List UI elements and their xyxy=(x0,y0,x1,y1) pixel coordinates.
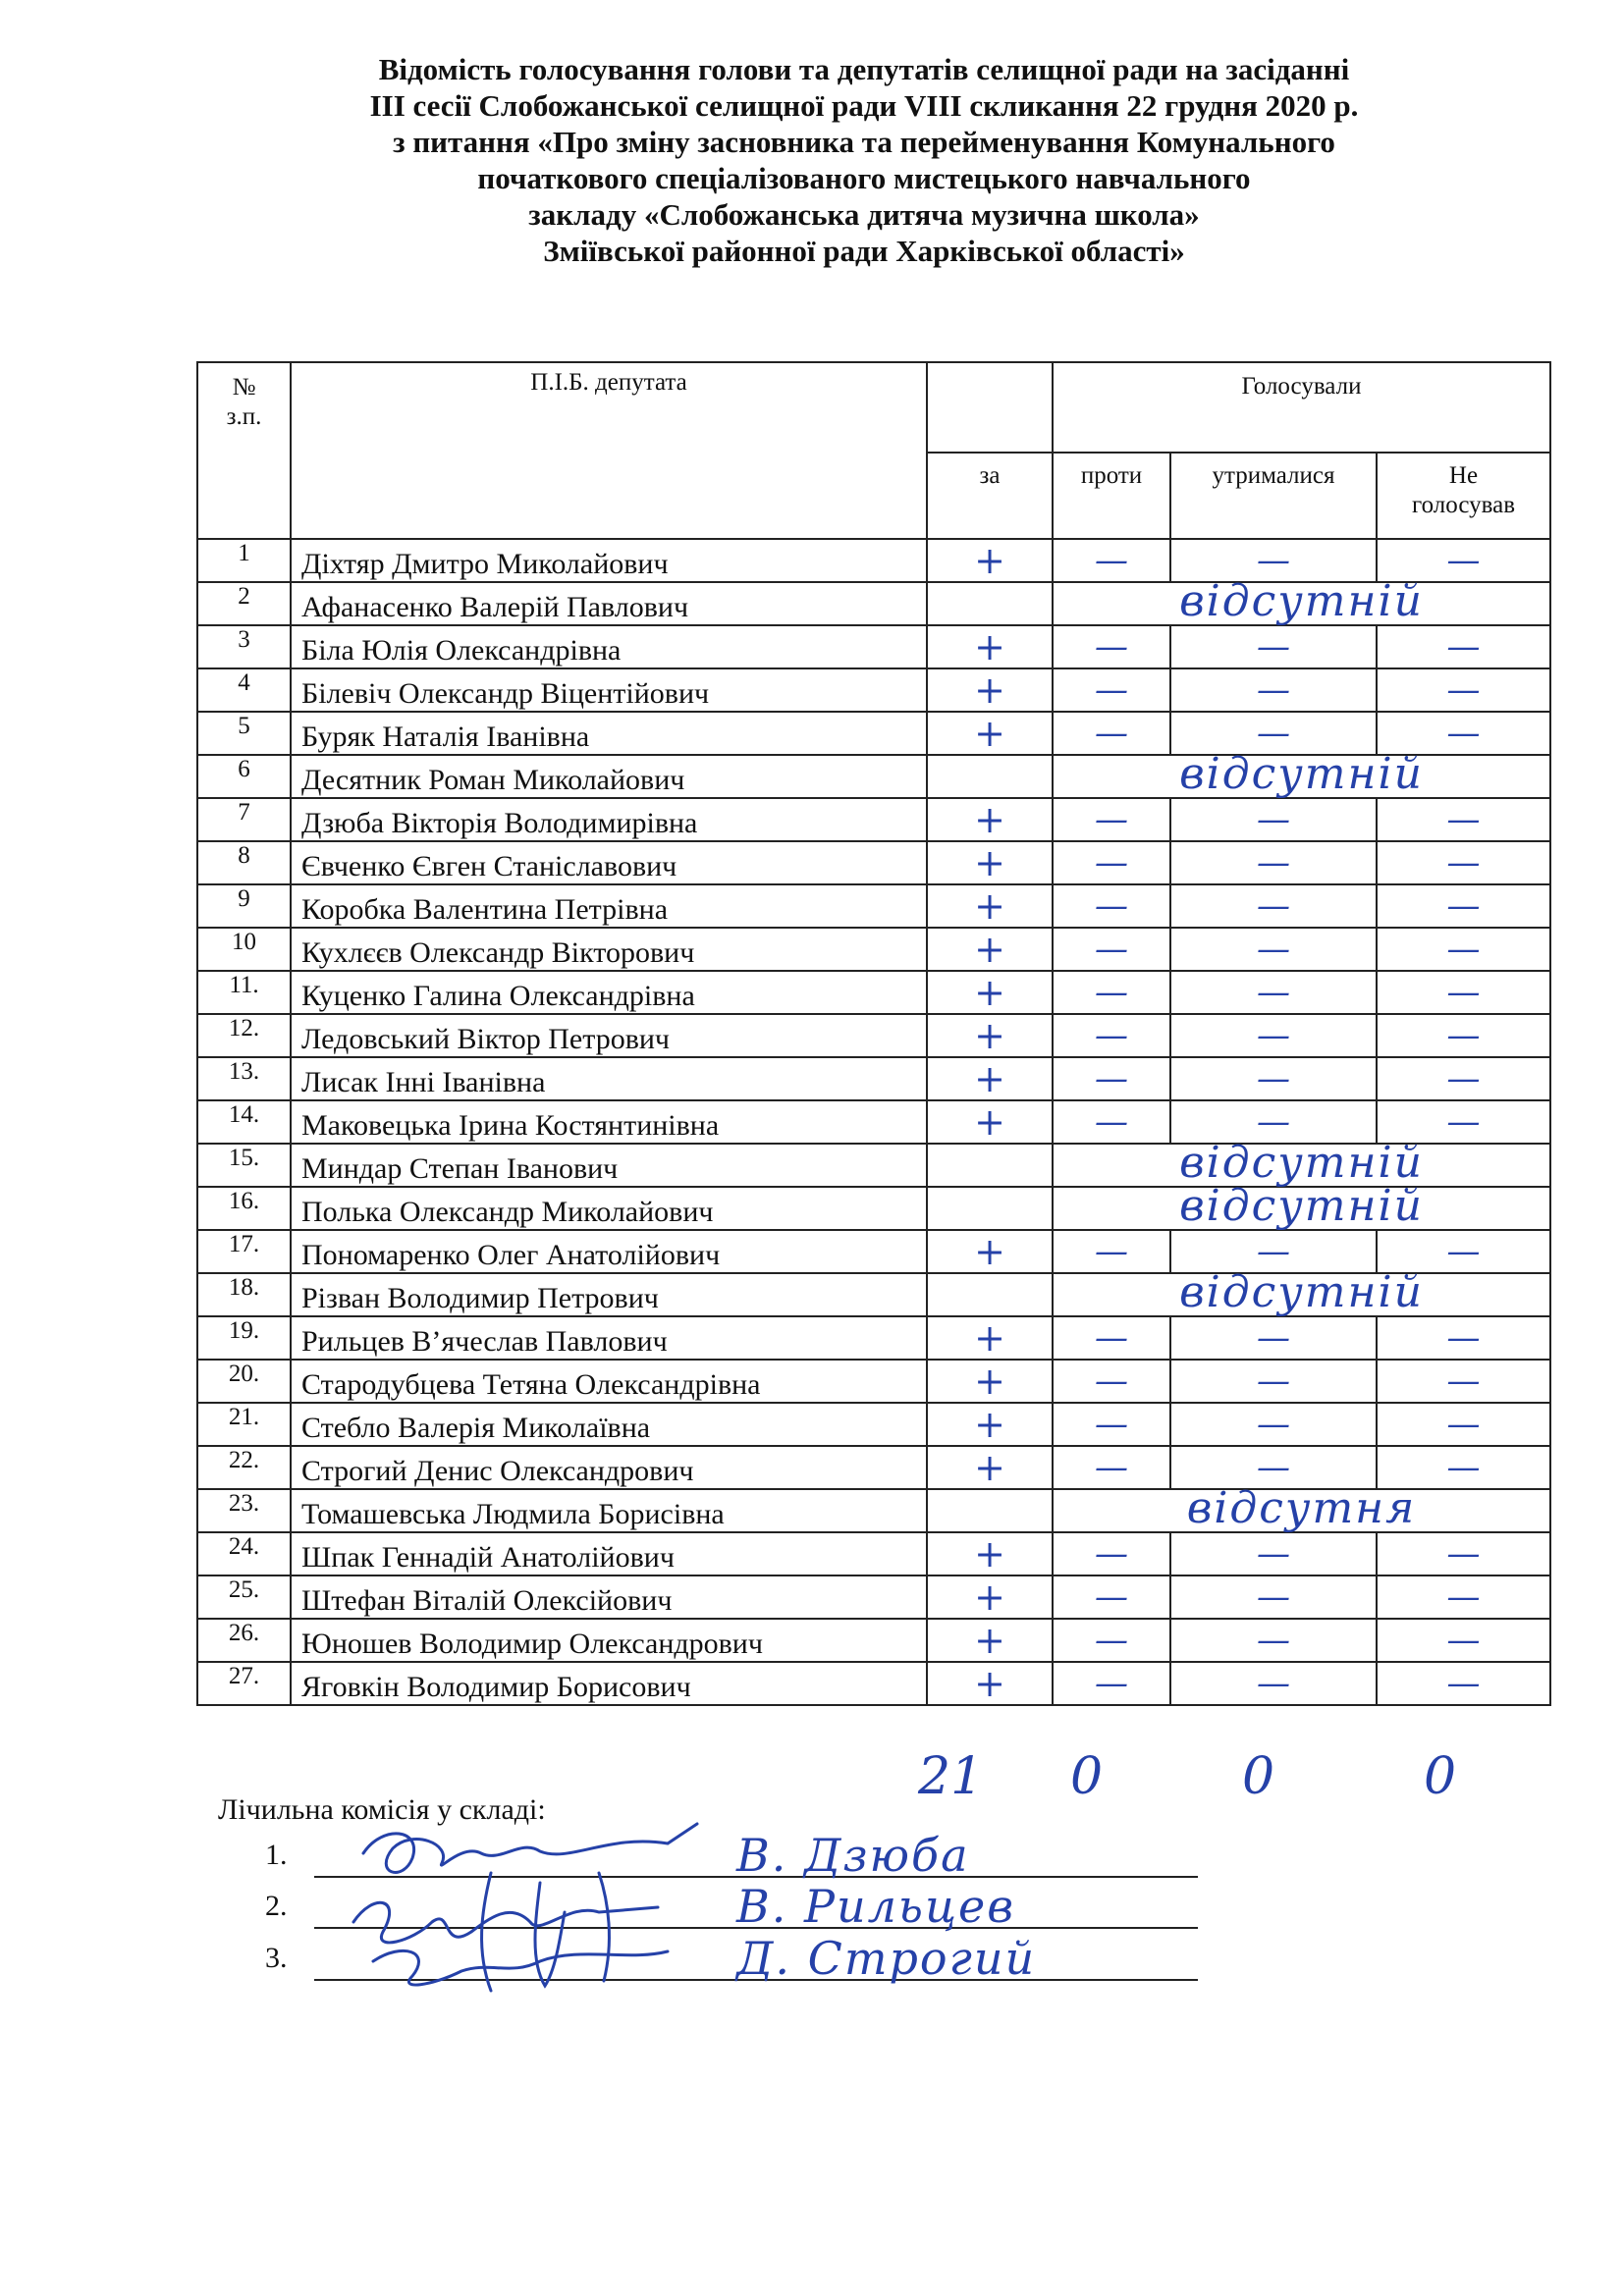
dash-mark: — xyxy=(1095,1405,1128,1444)
member-name: В. Рильцев xyxy=(736,1880,1016,1933)
dash-mark: — xyxy=(1446,714,1481,753)
vote-not-voted-cell xyxy=(1377,1662,1550,1705)
dash-mark: — xyxy=(1446,1577,1481,1617)
dash-mark: — xyxy=(1095,1059,1128,1098)
dash-mark: — xyxy=(1257,1448,1290,1487)
dash-mark: — xyxy=(1446,1318,1481,1358)
vote-against-cell xyxy=(1053,1316,1170,1360)
vote-against-cell xyxy=(1053,1619,1170,1662)
dash-mark: — xyxy=(1257,1102,1290,1142)
member-number: 1. xyxy=(265,1839,288,1871)
header-not-voted-line2: голосував xyxy=(1411,492,1516,518)
plus-mark: + xyxy=(974,798,1005,841)
total-abstained: 0 xyxy=(1242,1747,1275,1806)
vote-for-cell xyxy=(927,1230,1053,1273)
dash-mark: — xyxy=(1257,1318,1290,1358)
plus-mark: + xyxy=(974,928,1005,971)
header-not-voted-line1: Не xyxy=(1448,462,1479,489)
deputy-number: 5 xyxy=(197,712,291,755)
deputy-number: 4 xyxy=(197,668,291,712)
absent-mark: відсутня xyxy=(1186,1482,1417,1533)
vote-against-cell xyxy=(1053,1662,1170,1705)
dash-mark: — xyxy=(1446,670,1481,710)
deputy-row xyxy=(197,1273,1550,1316)
deputy-row xyxy=(197,1489,1550,1532)
dash-mark: — xyxy=(1257,1016,1290,1055)
dash-mark: — xyxy=(1095,541,1128,580)
dash-mark: — xyxy=(1095,627,1128,667)
vote-against-cell xyxy=(1053,841,1170,884)
deputy-name: Томашевська Людмила Борисівна xyxy=(291,1489,927,1532)
dash-mark: — xyxy=(1446,843,1481,882)
absent-mark: відсутній xyxy=(1179,1137,1424,1188)
vote-abstained-cell xyxy=(1170,798,1377,841)
deputy-row xyxy=(197,1360,1550,1403)
member-name: В. Дзюба xyxy=(736,1829,970,1882)
plus-mark: + xyxy=(974,1619,1005,1662)
vote-for-cell xyxy=(927,1057,1053,1100)
vote-abstained-cell xyxy=(1170,668,1377,712)
deputy-name: Білевіч Олександр Віцентійович xyxy=(291,668,927,712)
deputy-row xyxy=(197,755,1550,798)
vote-abstained-cell xyxy=(1170,1360,1377,1403)
vote-for-cell xyxy=(927,712,1053,755)
deputy-row xyxy=(197,1575,1550,1619)
vote-not-voted-cell xyxy=(1377,625,1550,668)
dash-mark: — xyxy=(1257,1577,1290,1617)
vote-for-cell xyxy=(927,625,1053,668)
dash-mark: — xyxy=(1257,843,1290,882)
deputy-number: 25. xyxy=(197,1575,291,1619)
vote-for-cell xyxy=(927,668,1053,712)
deputy-number: 20. xyxy=(197,1360,291,1403)
deputy-name: Юношев Володимир Олександрович xyxy=(291,1619,927,1662)
deputy-number: 7 xyxy=(197,798,291,841)
absent-cell xyxy=(1053,1180,1550,1231)
deputy-name: Коробка Валентина Петрівна xyxy=(291,884,927,928)
vote-against-cell xyxy=(1053,1575,1170,1619)
dash-mark: — xyxy=(1095,1448,1128,1487)
plus-mark: + xyxy=(974,1230,1005,1273)
deputy-number: 26. xyxy=(197,1619,291,1662)
member-number: 3. xyxy=(265,1942,288,1974)
commission-label: Лічильна комісія у складі: xyxy=(218,1793,546,1826)
dash-mark: — xyxy=(1095,800,1128,839)
deputy-name: Лисак Інні Іванівна xyxy=(291,1057,927,1100)
deputy-row xyxy=(197,1662,1550,1705)
deputy-row xyxy=(197,841,1550,884)
header-for: за xyxy=(927,453,1053,539)
vote-against-cell xyxy=(1053,1446,1170,1489)
deputy-name: Маковецька Ірина Костянтинівна xyxy=(291,1100,927,1144)
deputy-number: 9 xyxy=(197,884,291,928)
vote-for-cell xyxy=(927,1014,1053,1057)
dash-mark: — xyxy=(1446,1621,1481,1660)
plus-mark: + xyxy=(974,884,1005,928)
vote-not-voted-cell xyxy=(1377,1057,1550,1100)
dash-mark: — xyxy=(1257,670,1290,710)
dash-mark: — xyxy=(1095,886,1128,926)
dash-mark: — xyxy=(1446,1059,1481,1098)
vote-not-voted-cell xyxy=(1377,1403,1550,1446)
deputy-number: 23. xyxy=(197,1489,291,1532)
plus-mark: + xyxy=(974,1403,1005,1446)
dash-mark: — xyxy=(1446,1664,1481,1703)
deputy-row xyxy=(197,1187,1550,1230)
vote-for-cell xyxy=(927,1273,1053,1316)
dash-mark: — xyxy=(1257,800,1290,839)
deputy-name: Шпак Геннадій Анатолійович xyxy=(291,1532,927,1575)
absent-mark: відсутній xyxy=(1179,575,1424,626)
vote-abstained-cell xyxy=(1170,1575,1377,1619)
vote-against-cell xyxy=(1053,668,1170,712)
dash-mark: — xyxy=(1095,930,1128,969)
deputy-row xyxy=(197,1316,1550,1360)
vote-for-cell xyxy=(927,755,1053,798)
deputy-number: 11. xyxy=(197,971,291,1014)
deputy-row xyxy=(197,582,1550,625)
dash-mark: — xyxy=(1257,1405,1290,1444)
title-line: Відомість голосування голови та депутатів селищної ради на засіданні xyxy=(378,52,1350,86)
vote-not-voted-cell xyxy=(1377,971,1550,1014)
deputy-row xyxy=(197,928,1550,971)
dash-mark: — xyxy=(1095,670,1128,710)
title-line: закладу «Слобожанська дитяча музична школа» xyxy=(528,197,1200,232)
vote-against-cell xyxy=(1053,539,1170,582)
deputy-number: 6 xyxy=(197,755,291,798)
deputy-number: 1 xyxy=(197,539,291,582)
dash-mark: — xyxy=(1257,1621,1290,1660)
deputy-name: Біла Юлія Олександрівна xyxy=(291,625,927,668)
deputy-number: 2 xyxy=(197,582,291,625)
voting-table xyxy=(196,361,1551,1706)
header-not-voted xyxy=(1377,453,1550,539)
deputy-number: 22. xyxy=(197,1446,291,1489)
title-line: початкового спеціалізованого мистецького навчального xyxy=(477,161,1251,195)
vote-for-cell xyxy=(927,971,1053,1014)
deputy-number: 19. xyxy=(197,1316,291,1360)
absent-cell xyxy=(1053,1266,1550,1317)
deputy-name: Стебло Валерія Миколаївна xyxy=(291,1403,927,1446)
vote-for-cell xyxy=(927,1100,1053,1144)
vote-not-voted-cell xyxy=(1377,798,1550,841)
plus-mark: + xyxy=(974,1100,1005,1144)
dash-mark: — xyxy=(1095,1577,1128,1617)
deputy-number: 8 xyxy=(197,841,291,884)
vote-not-voted-cell xyxy=(1377,1316,1550,1360)
deputy-name: Стародубцева Тетяна Олександрівна xyxy=(291,1360,927,1403)
dash-mark: — xyxy=(1257,541,1290,580)
dash-mark: — xyxy=(1257,627,1290,667)
deputy-name: Різван Володимир Петрович xyxy=(291,1273,927,1316)
deputy-row xyxy=(197,971,1550,1014)
vote-for-cell xyxy=(927,1662,1053,1705)
total-for: 21 xyxy=(918,1747,984,1806)
dash-mark: — xyxy=(1446,541,1481,580)
vote-not-voted-cell xyxy=(1377,1360,1550,1403)
vote-abstained-cell xyxy=(1170,625,1377,668)
vote-for-cell xyxy=(927,841,1053,884)
member-name: Д. Строгий xyxy=(736,1932,1037,1985)
deputy-number: 10 xyxy=(197,928,291,971)
vote-for-cell xyxy=(927,1403,1053,1446)
deputy-name: Афанасенко Валерій Павлович xyxy=(291,582,927,625)
vote-abstained-cell xyxy=(1170,1057,1377,1100)
plus-mark: + xyxy=(974,841,1005,884)
dash-mark: — xyxy=(1257,1664,1290,1703)
dash-mark: — xyxy=(1095,1664,1128,1703)
deputy-name: Миндар Степан Іванович xyxy=(291,1144,927,1187)
vote-for-cell xyxy=(927,1532,1053,1575)
vote-abstained-cell xyxy=(1170,928,1377,971)
deputy-number: 18. xyxy=(197,1273,291,1316)
deputy-number: 16. xyxy=(197,1187,291,1230)
vote-for-cell xyxy=(927,1316,1053,1360)
deputy-name: Строгий Денис Олександрович xyxy=(291,1446,927,1489)
deputy-number: 24. xyxy=(197,1532,291,1575)
vote-abstained-cell xyxy=(1170,1316,1377,1360)
vote-abstained-cell xyxy=(1170,884,1377,928)
total-against: 0 xyxy=(1070,1747,1104,1806)
plus-mark: + xyxy=(974,1014,1005,1057)
deputy-row xyxy=(197,625,1550,668)
plus-mark: + xyxy=(974,668,1005,712)
vote-not-voted-cell xyxy=(1377,884,1550,928)
vote-for-cell xyxy=(927,884,1053,928)
vote-against-cell xyxy=(1053,625,1170,668)
absent-mark: відсутній xyxy=(1179,1266,1424,1317)
vote-not-voted-cell xyxy=(1377,928,1550,971)
vote-abstained-cell xyxy=(1170,1619,1377,1662)
vote-for-cell xyxy=(927,582,1053,625)
vote-not-voted-cell xyxy=(1377,1532,1550,1575)
dash-mark: — xyxy=(1257,1362,1290,1401)
vote-for-cell xyxy=(927,1619,1053,1662)
dash-mark: — xyxy=(1257,1232,1290,1271)
vote-against-cell xyxy=(1053,1360,1170,1403)
dash-mark: — xyxy=(1095,714,1128,753)
absent-cell xyxy=(1053,1482,1550,1533)
total-not-voted: 0 xyxy=(1424,1747,1457,1806)
deputy-name: Десятник Роман Миколайович xyxy=(291,755,927,798)
dash-mark: — xyxy=(1095,973,1128,1012)
dash-mark: — xyxy=(1257,973,1290,1012)
plus-mark: + xyxy=(974,1532,1005,1575)
title-line: ІІІ сесії Слобожанської селищної ради VIІІ скликання 22 грудня 2020 р. xyxy=(369,88,1359,123)
absent-mark: відсутній xyxy=(1179,748,1424,799)
title-line: з питання «Про зміну засновника та перейменування Комунального xyxy=(393,125,1335,159)
deputy-row xyxy=(197,1532,1550,1575)
deputy-number: 14. xyxy=(197,1100,291,1144)
vote-against-cell xyxy=(1053,798,1170,841)
deputy-row xyxy=(197,884,1550,928)
deputy-name: Яговкін Володимир Борисович xyxy=(291,1662,927,1705)
vote-for-cell xyxy=(927,1489,1053,1532)
deputy-name: Буряк Наталія Іванівна xyxy=(291,712,927,755)
header-number-line1: № xyxy=(232,374,256,400)
absent-mark: відсутній xyxy=(1179,1180,1424,1231)
deputy-name: Пономаренко Олег Анатолійович xyxy=(291,1230,927,1273)
vote-for-cell xyxy=(927,539,1053,582)
deputy-number: 15. xyxy=(197,1144,291,1187)
dash-mark: — xyxy=(1095,1016,1128,1055)
plus-mark: + xyxy=(974,712,1005,755)
dash-mark: — xyxy=(1446,800,1481,839)
deputy-row xyxy=(197,798,1550,841)
plus-mark: + xyxy=(974,1662,1005,1705)
deputy-number: 13. xyxy=(197,1057,291,1100)
dash-mark: — xyxy=(1095,1102,1128,1142)
vote-against-cell xyxy=(1053,971,1170,1014)
deputy-name: Євченко Євген Станіславович xyxy=(291,841,927,884)
dash-mark: — xyxy=(1095,1362,1128,1401)
vote-against-cell xyxy=(1053,928,1170,971)
dash-mark: — xyxy=(1257,886,1290,926)
vote-against-cell xyxy=(1053,1403,1170,1446)
vote-not-voted-cell xyxy=(1377,1014,1550,1057)
vote-against-cell xyxy=(1053,1230,1170,1273)
vote-for-cell xyxy=(927,1575,1053,1619)
deputy-row xyxy=(197,668,1550,712)
vote-for-cell xyxy=(927,1144,1053,1187)
deputy-name: Куценко Галина Олександрівна xyxy=(291,971,927,1014)
deputy-number: 12. xyxy=(197,1014,291,1057)
deputy-name: Штефан Віталій Олексійович xyxy=(291,1575,927,1619)
deputy-row xyxy=(197,1619,1550,1662)
vote-abstained-cell xyxy=(1170,1662,1377,1705)
dash-mark: — xyxy=(1095,843,1128,882)
vote-against-cell xyxy=(1053,1100,1170,1144)
vote-for-cell xyxy=(927,798,1053,841)
plus-mark: + xyxy=(974,971,1005,1014)
deputy-name: Полька Олександр Миколайович xyxy=(291,1187,927,1230)
plus-mark: + xyxy=(974,1360,1005,1403)
vote-abstained-cell xyxy=(1170,1532,1377,1575)
member-number: 2. xyxy=(265,1890,288,1922)
plus-mark: + xyxy=(974,1575,1005,1619)
vote-against-cell xyxy=(1053,1532,1170,1575)
handwritten-signatures xyxy=(344,1814,756,2001)
deputy-number: 27. xyxy=(197,1662,291,1705)
vote-against-cell xyxy=(1053,884,1170,928)
dash-mark: — xyxy=(1257,930,1290,969)
header-blank xyxy=(927,362,1053,453)
voting-table-body xyxy=(197,539,1550,1705)
deputy-row xyxy=(197,1014,1550,1057)
absent-cell xyxy=(1053,575,1550,626)
dash-mark: — xyxy=(1446,886,1481,926)
vote-not-voted-cell xyxy=(1377,841,1550,884)
dash-mark: — xyxy=(1095,1232,1128,1271)
vote-for-cell xyxy=(927,1446,1053,1489)
dash-mark: — xyxy=(1446,1362,1481,1401)
dash-mark: — xyxy=(1257,1534,1290,1574)
vote-against-cell xyxy=(1053,1057,1170,1100)
dash-mark: — xyxy=(1446,1016,1481,1055)
dash-mark: — xyxy=(1446,1448,1481,1487)
deputy-number: 17. xyxy=(197,1230,291,1273)
absent-cell xyxy=(1053,748,1550,799)
header-deputy-name: П.І.Б. депутата xyxy=(291,362,927,539)
dash-mark: — xyxy=(1446,1232,1481,1271)
dash-mark: — xyxy=(1095,1621,1128,1660)
vote-abstained-cell xyxy=(1170,1403,1377,1446)
deputy-name: Дзюба Вікторія Володимирівна xyxy=(291,798,927,841)
header-number xyxy=(197,362,291,539)
dash-mark: — xyxy=(1446,1405,1481,1444)
dash-mark: — xyxy=(1446,930,1481,969)
vote-for-cell xyxy=(927,1360,1053,1403)
deputy-number: 3 xyxy=(197,625,291,668)
plus-mark: + xyxy=(974,1316,1005,1360)
dash-mark: — xyxy=(1257,714,1290,753)
deputy-row xyxy=(197,1403,1550,1446)
header-abstained: утрималися xyxy=(1170,453,1377,539)
dash-mark: — xyxy=(1257,1059,1290,1098)
dash-mark: — xyxy=(1446,627,1481,667)
deputy-name: Кухлєєв Олександр Вікторович xyxy=(291,928,927,971)
document-title xyxy=(226,51,1502,269)
vote-abstained-cell xyxy=(1170,971,1377,1014)
plus-mark: + xyxy=(974,625,1005,668)
plus-mark: + xyxy=(974,1057,1005,1100)
vote-not-voted-cell xyxy=(1377,1619,1550,1662)
vote-abstained-cell xyxy=(1170,1014,1377,1057)
plus-mark: + xyxy=(974,1446,1005,1489)
header-voted: Голосували xyxy=(1053,362,1550,453)
header-number-line2: з.п. xyxy=(226,403,262,430)
dash-mark: — xyxy=(1446,1534,1481,1574)
deputy-number: 21. xyxy=(197,1403,291,1446)
vote-against-cell xyxy=(1053,712,1170,755)
dash-mark: — xyxy=(1446,1102,1481,1142)
dash-mark: — xyxy=(1095,1534,1128,1574)
deputy-name: Рильцев В’ячеслав Павлович xyxy=(291,1316,927,1360)
deputy-name: Діхтяр Дмитро Миколайович xyxy=(291,539,927,582)
dash-mark: — xyxy=(1095,1318,1128,1358)
vote-for-cell xyxy=(927,1187,1053,1230)
vote-for-cell xyxy=(927,928,1053,971)
vote-abstained-cell xyxy=(1170,841,1377,884)
dash-mark: — xyxy=(1446,973,1481,1012)
deputy-row xyxy=(197,1057,1550,1100)
title-line: Зміївської районної ради Харківської області» xyxy=(543,234,1185,268)
plus-mark: + xyxy=(974,539,1005,582)
vote-against-cell xyxy=(1053,1014,1170,1057)
header-against: проти xyxy=(1053,453,1170,539)
vote-not-voted-cell xyxy=(1377,1575,1550,1619)
deputy-name: Ледовський Віктор Петрович xyxy=(291,1014,927,1057)
vote-not-voted-cell xyxy=(1377,668,1550,712)
